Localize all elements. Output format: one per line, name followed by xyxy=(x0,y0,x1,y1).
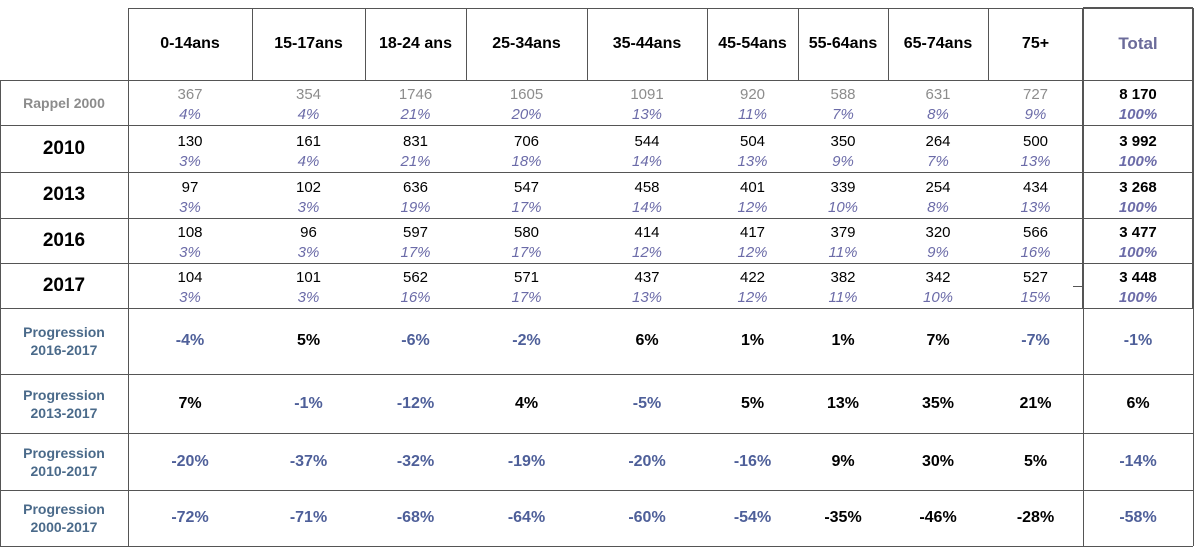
row-label: 2010 xyxy=(42,137,86,159)
cell-value: 339 xyxy=(830,179,856,196)
cell-share: 100% xyxy=(1118,153,1158,170)
cell-value: 161 xyxy=(295,133,322,150)
progression-label: Progression 2013-2017 xyxy=(23,386,105,421)
cell-value: 727 xyxy=(1022,86,1049,103)
cell-share: 3% xyxy=(297,244,320,261)
progression-value: 13% xyxy=(826,394,860,412)
cell-value: 3 992 xyxy=(1119,133,1157,150)
cell-value: 562 xyxy=(402,269,429,286)
cell-value: 342 xyxy=(925,269,951,286)
progression-value: -28% xyxy=(1016,509,1055,526)
cell-share: 11% xyxy=(828,289,858,306)
table-cell xyxy=(798,125,888,172)
cell-value: 571 xyxy=(513,269,540,286)
grid-line xyxy=(888,8,889,80)
table-cell xyxy=(252,125,365,172)
table-cell xyxy=(252,218,365,263)
cell-value: 1605 xyxy=(509,86,544,103)
progression-value: -54% xyxy=(733,509,772,526)
cell-share: 4% xyxy=(297,153,320,170)
grid-line xyxy=(0,308,1193,309)
table-cell xyxy=(466,80,587,125)
cell-share: 3% xyxy=(179,289,201,306)
cell-share: 19% xyxy=(400,199,431,216)
cell-share: 17% xyxy=(400,244,431,261)
progression-value: -19% xyxy=(507,452,546,470)
table-cell xyxy=(466,263,587,308)
table-cell xyxy=(707,80,798,125)
progression-value: 35% xyxy=(921,394,955,412)
cell-value: 3 448 xyxy=(1119,269,1157,286)
cell-value: 379 xyxy=(830,224,856,241)
table-cell xyxy=(988,172,1083,218)
grid-line xyxy=(1082,8,1084,308)
progression-value: -5% xyxy=(632,394,662,412)
table-cell xyxy=(1083,218,1193,263)
cell-value: 3 268 xyxy=(1119,179,1157,196)
row-label: 2017 xyxy=(42,274,86,296)
column-header: 25-34ans xyxy=(492,35,561,52)
table-cell xyxy=(252,80,365,125)
cell-value: 631 xyxy=(925,86,951,103)
cell-value: 97 xyxy=(181,179,199,196)
cell-share: 100% xyxy=(1118,199,1158,216)
cell-share: 13% xyxy=(631,289,663,306)
progression-value: -32% xyxy=(396,452,435,470)
progression-value: 7% xyxy=(178,394,202,412)
grid-line xyxy=(707,8,708,80)
grid-line xyxy=(587,8,588,80)
cell-share: 16% xyxy=(1020,244,1051,261)
table-cell xyxy=(587,125,707,172)
table-cell xyxy=(888,80,988,125)
grid-line xyxy=(0,433,1193,434)
column-header: 45-54ans xyxy=(718,35,787,52)
progression-value: 5% xyxy=(740,394,765,412)
cell-share: 100% xyxy=(1118,106,1158,123)
progression-value: -72% xyxy=(171,509,209,526)
table-cell xyxy=(128,172,252,218)
grid-line xyxy=(1083,7,1193,9)
table-cell xyxy=(365,125,466,172)
table-cell xyxy=(128,125,252,172)
cell-share: 15% xyxy=(1020,289,1051,306)
row-label: 2013 xyxy=(42,184,86,205)
cell-share: 8% xyxy=(927,106,949,123)
table-cell xyxy=(988,263,1083,308)
cell-value: 264 xyxy=(925,133,951,150)
cell-share: 3% xyxy=(179,199,201,216)
cell-share: 9% xyxy=(832,153,854,170)
progression-value: -12% xyxy=(396,394,435,412)
cell-value: 130 xyxy=(177,133,203,150)
grid-line xyxy=(365,8,366,80)
table-cell xyxy=(365,218,466,263)
table-cell xyxy=(128,263,252,308)
cell-share: 14% xyxy=(631,153,663,170)
progression-value: -16% xyxy=(733,452,772,470)
progression-value: 9% xyxy=(831,452,855,470)
cell-value: 108 xyxy=(177,224,203,241)
cell-share: 10% xyxy=(827,199,859,216)
cell-share: 18% xyxy=(511,153,542,170)
cell-share: 17% xyxy=(511,289,542,306)
cell-share: 8% xyxy=(927,199,949,216)
table-cell xyxy=(587,80,707,125)
grid-line xyxy=(128,8,129,546)
cell-value: 504 xyxy=(739,133,766,150)
progression-value: -64% xyxy=(507,509,546,526)
progression-value: 4% xyxy=(514,394,539,412)
table-cell xyxy=(888,125,988,172)
progression-value: -46% xyxy=(919,509,957,526)
cell-value: 3 477 xyxy=(1119,224,1157,241)
table-cell xyxy=(798,172,888,218)
progression-value: -37% xyxy=(289,452,328,470)
table-cell xyxy=(888,263,988,308)
cell-value: 547 xyxy=(513,179,540,196)
cell-share: 17% xyxy=(511,199,542,216)
cell-value: 102 xyxy=(295,179,322,196)
cell-share: 9% xyxy=(1024,106,1047,123)
grid-line xyxy=(0,490,1193,491)
table-cell xyxy=(1083,263,1193,308)
cell-share: 3% xyxy=(297,289,320,306)
grid-line xyxy=(1073,286,1083,287)
cell-share: 100% xyxy=(1118,289,1158,306)
cell-value: 636 xyxy=(402,179,429,196)
progression-value: -20% xyxy=(628,452,666,470)
table-cell xyxy=(466,125,587,172)
cell-share: 13% xyxy=(1020,199,1051,216)
column-header: 65-74ans xyxy=(903,35,973,52)
cell-share: 100% xyxy=(1118,244,1158,261)
progression-label: Progression 2016-2017 xyxy=(23,324,105,358)
table-cell xyxy=(798,263,888,308)
progression-value: 7% xyxy=(926,332,950,349)
progression-value: -20% xyxy=(171,452,209,470)
progression-value: -60% xyxy=(628,509,666,526)
cell-share: 11% xyxy=(828,244,858,261)
cell-value: 1091 xyxy=(630,86,664,103)
cell-value: 1746 xyxy=(398,86,433,103)
cell-share: 7% xyxy=(832,106,854,123)
table-cell xyxy=(466,172,587,218)
table-cell xyxy=(128,80,252,125)
grid-line xyxy=(0,263,1193,264)
column-header: 18-24 ans xyxy=(379,35,452,52)
cell-value: 320 xyxy=(925,224,951,241)
grid-line xyxy=(252,8,253,80)
column-header: Total xyxy=(1118,34,1158,53)
table-cell xyxy=(707,218,798,263)
cell-share: 21% xyxy=(400,153,431,170)
cell-share: 21% xyxy=(400,106,431,123)
table-cell xyxy=(365,80,466,125)
progression-value: 1% xyxy=(740,332,765,349)
table-cell xyxy=(365,172,466,218)
table-cell xyxy=(128,218,252,263)
progression-value: 30% xyxy=(921,452,955,470)
column-header: 15-17ans xyxy=(274,35,343,52)
cell-value: 101 xyxy=(295,269,322,286)
progression-value: 1% xyxy=(831,332,855,349)
cell-value: 580 xyxy=(513,224,540,241)
progression-value: 6% xyxy=(1126,394,1150,412)
cell-share: 14% xyxy=(631,199,663,216)
grid-line xyxy=(0,80,1,546)
cell-share: 9% xyxy=(927,244,949,261)
cell-value: 920 xyxy=(739,86,766,103)
progression-value: -35% xyxy=(824,509,862,526)
cell-value: 500 xyxy=(1022,133,1049,150)
table-cell xyxy=(252,263,365,308)
cell-value: 831 xyxy=(402,133,429,150)
cell-share: 16% xyxy=(400,289,431,306)
grid-line xyxy=(0,374,1193,375)
progression-value: 21% xyxy=(1019,394,1052,412)
cell-value: 350 xyxy=(830,133,856,150)
progression-label: Progression 2010-2017 xyxy=(23,444,105,479)
cell-value: 566 xyxy=(1022,224,1049,241)
grid-line xyxy=(128,8,1193,9)
cell-value: 437 xyxy=(634,269,660,286)
row-label: 2016 xyxy=(42,229,86,251)
progression-value: -1% xyxy=(1123,332,1153,349)
cell-value: 104 xyxy=(177,269,203,286)
cell-share: 4% xyxy=(297,106,320,123)
cell-value: 527 xyxy=(1022,269,1049,286)
cell-share: 17% xyxy=(511,244,542,261)
progression-value: -4% xyxy=(175,332,205,349)
cell-value: 354 xyxy=(295,86,322,103)
cell-value: 458 xyxy=(634,179,660,196)
cell-value: 96 xyxy=(300,224,317,241)
table-cell xyxy=(365,263,466,308)
cell-value: 8 170 xyxy=(1119,86,1157,103)
table-cell xyxy=(707,172,798,218)
table-cell xyxy=(252,172,365,218)
progression-value: -14% xyxy=(1119,452,1157,470)
grid-line xyxy=(988,8,989,80)
column-header: 0-14ans xyxy=(160,35,220,52)
table-cell xyxy=(707,263,798,308)
table-cell xyxy=(1083,80,1193,125)
progression-value: -71% xyxy=(289,509,328,526)
table-cell xyxy=(707,125,798,172)
cell-share: 10% xyxy=(922,289,954,306)
table-cell xyxy=(587,172,707,218)
cell-value: 588 xyxy=(830,86,856,103)
column-header: 35-44ans xyxy=(612,35,682,52)
table-cell xyxy=(988,218,1083,263)
cell-share: 20% xyxy=(511,106,542,123)
progression-value: -6% xyxy=(401,332,430,349)
cell-share: 12% xyxy=(737,244,768,261)
cell-share: 12% xyxy=(737,289,768,306)
progression-value: -68% xyxy=(396,509,435,526)
grid-line xyxy=(0,80,1193,81)
grid-line xyxy=(798,8,799,80)
cell-share: 13% xyxy=(631,106,663,123)
cell-share: 3% xyxy=(179,244,201,261)
cell-value: 422 xyxy=(739,269,766,286)
grid-line xyxy=(1192,8,1194,308)
table-cell xyxy=(587,263,707,308)
cell-share: 12% xyxy=(631,244,663,261)
table-cell xyxy=(798,218,888,263)
grid-line xyxy=(0,218,1193,219)
grid-line xyxy=(0,172,1193,173)
cell-value: 706 xyxy=(513,133,540,150)
cell-value: 597 xyxy=(402,224,429,241)
table-cell xyxy=(1083,125,1193,172)
table-cell xyxy=(1083,172,1193,218)
progression-value: -1% xyxy=(294,394,323,412)
table-cell xyxy=(888,172,988,218)
progression-value: 5% xyxy=(296,332,321,349)
column-header: 55-64ans xyxy=(808,35,878,52)
cell-share: 3% xyxy=(297,199,320,216)
progression-value: -2% xyxy=(512,332,541,349)
table-cell xyxy=(988,125,1083,172)
table-cell xyxy=(466,218,587,263)
cell-value: 417 xyxy=(739,224,766,241)
progression-value: 6% xyxy=(635,332,659,349)
cell-share: 11% xyxy=(738,106,767,123)
progression-label: Progression 2000-2017 xyxy=(23,501,105,535)
table-cell xyxy=(798,80,888,125)
cell-value: 544 xyxy=(634,133,660,150)
cell-value: 254 xyxy=(925,179,951,196)
cell-share: 13% xyxy=(737,153,768,170)
progression-value: -58% xyxy=(1119,509,1157,526)
progression-value: -7% xyxy=(1021,332,1050,349)
cell-value: 434 xyxy=(1022,179,1049,196)
grid-line xyxy=(0,546,1193,547)
progression-value: 5% xyxy=(1023,452,1048,470)
row-label: Rappel 2000 xyxy=(23,94,105,111)
table-cell xyxy=(888,218,988,263)
cell-value: 414 xyxy=(634,224,660,241)
table-cell xyxy=(988,80,1083,125)
cell-value: 367 xyxy=(177,86,203,103)
grid-line xyxy=(0,125,1193,126)
cell-share: 7% xyxy=(927,153,949,170)
table-cell xyxy=(587,218,707,263)
cell-share: 12% xyxy=(737,199,768,216)
grid-line xyxy=(466,8,467,80)
cell-value: 382 xyxy=(830,269,856,286)
cell-share: 4% xyxy=(179,106,201,123)
cell-share: 13% xyxy=(1020,153,1051,170)
cell-share: 3% xyxy=(179,153,201,170)
column-header: 75+ xyxy=(1021,35,1050,52)
cell-value: 401 xyxy=(739,179,766,196)
